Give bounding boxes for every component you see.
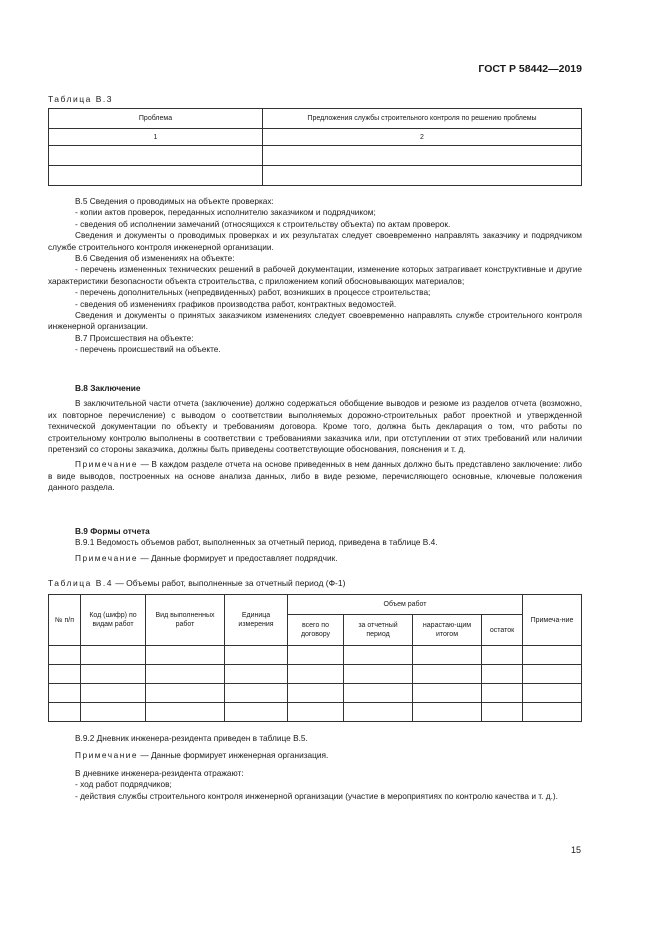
paragraph: В.9.2 Дневник инженера-резидента приведен в таблице В.5. xyxy=(75,733,308,743)
list-item: - перечень происшествий на объекте. xyxy=(75,344,221,355)
list-item: - копии актов проверок, переданных исполнителю заказчиком и подрядчиком; xyxy=(75,207,376,218)
note xyxy=(48,750,582,761)
table-cell xyxy=(263,166,582,186)
note xyxy=(48,553,582,564)
paragraph: В.5 Сведения о проводимых на объекте проверках: xyxy=(75,196,274,206)
table-b4-header-note: Примеча-ние xyxy=(523,595,582,646)
document-code: ГОСТ Р 58442—2019 xyxy=(478,63,582,75)
table-b3 xyxy=(48,108,582,186)
list-item: - сведения об исполнении замечаний (относящихся к строительству объекта) по актам проверок. xyxy=(75,218,451,229)
table-b4-header-kind: Вид выполненных работ xyxy=(146,595,225,646)
paragraph: В.7 Происшествия на объекте: xyxy=(75,332,194,343)
note-text: — Данные формирует инженерная организация. xyxy=(138,750,329,761)
table-cell xyxy=(49,166,263,186)
table-b4-header-code: Код (шифр) по видам работ xyxy=(81,595,146,646)
paragraph: В заключительной части отчета (заключение) должно содержаться обобщение выводов и резюме из разделов отчета (возможно, их повторное перечисление) с выводом о соответствии выполняемых дорожно-строительных работ проектной и утвержденной технической документации по объекту и требованиям договора. Кроме того, должна быть декларация о том, что работы по строительному контролю выполнены в соответствии с требованиями заказчика или, при отступлении от этих требований или наличии претензий со стороны заказчика, должны быть приведены соответствующие обоснования, пояснения и т. д. xyxy=(48,398,582,455)
table-row xyxy=(49,646,582,665)
note-text: — В каждом разделе отчета на основе приведенных в нем данных должно быть представлено заключение: либо в виде выводов, построенных на основе анализа данных, либо в виде резюме, перечисляющего основные, ключевые положения данного раздела. xyxy=(48,459,582,493)
list-item: - перечень измененных технических решений в рабочей документации, изменение которых затрагивает конструктивные и другие характеристики безопасности объекта строительства, с приложением копий обосновывающих материалов; xyxy=(48,264,582,286)
paragraph: В.6 Сведения об изменениях на объекте: xyxy=(75,253,235,264)
table-b4 xyxy=(48,594,582,722)
paragraph: В дневнике инженера-резидента отражают: xyxy=(75,767,244,778)
note-label: Примечание xyxy=(75,750,139,761)
table-b3-caption: Таблица В.3 xyxy=(48,94,113,104)
section-b8 xyxy=(48,383,582,494)
table-b4-header-total: всего по договору xyxy=(288,615,344,646)
table-b4-header-volume: Объем работ xyxy=(288,595,523,615)
caption-label: Таблица В.4 xyxy=(48,578,113,588)
list-item: - перечень дополнительных (непредвиденных) работ, возникших в процессе строительства; xyxy=(75,287,431,298)
section-heading: В.9 Формы отчета xyxy=(75,526,150,536)
table-row xyxy=(49,703,582,722)
note-text: — Данные формирует и предоставляет подрядчик. xyxy=(138,552,338,563)
section-b5-b7 xyxy=(48,196,582,356)
table-row xyxy=(49,665,582,684)
list-item: - ход работ подрядчиков; xyxy=(75,779,172,790)
table-b3-colnum-2: 2 xyxy=(263,129,582,146)
paragraph: Сведения и документы о проводимых проверках и их результатах следует своевременно направлять заказчику и подрядчиком службе строительного контроля инженерной организации. xyxy=(48,230,582,252)
table-row xyxy=(49,684,582,703)
table-b4-header-unit: Единица измерения xyxy=(225,595,288,646)
section-heading: В.8 Заключение xyxy=(75,383,141,393)
paragraph: В.9.1 Ведомость объемов работ, выполненных за отчетный период, приведена в таблице В.4. xyxy=(75,537,438,548)
table-b4-caption xyxy=(48,578,345,588)
section-b92 xyxy=(48,733,582,802)
table-b4-header-num: № п/п xyxy=(49,595,81,646)
list-item: - действия службы строительного контроля инженерной организации (участие в мероприятиях по контролю качества и т. д.). xyxy=(75,790,558,801)
table-b4-header-cumulative: нарастаю-щим итогом xyxy=(413,615,482,646)
paragraph: Сведения и документы о принятых заказчиком изменениях следует своевременно направлять службе строительного контроля инженерной организации. xyxy=(48,310,582,332)
note xyxy=(48,459,582,493)
table-cell xyxy=(49,146,263,166)
table-b3-header-proposals: Предложения службы строительного контроля по решению проблемы xyxy=(263,109,582,129)
caption-text: — Объемы работ, выполненные за отчетный период (Ф-1) xyxy=(112,578,346,588)
table-b4-header-period: за отчетный период xyxy=(344,615,413,646)
note-label: Примечание xyxy=(75,459,139,470)
list-item: - сведения об изменениях графиков производства работ, контрактных ведомостей. xyxy=(75,298,397,309)
note-label: Примечание xyxy=(75,552,139,563)
page-number: 15 xyxy=(570,845,581,855)
table-b4-header-remain: остаток xyxy=(482,615,523,646)
table-b3-colnum-1: 1 xyxy=(49,129,263,146)
table-cell xyxy=(263,146,582,166)
table-b3-header-problem: Проблема xyxy=(49,109,263,129)
section-b9 xyxy=(48,526,582,564)
